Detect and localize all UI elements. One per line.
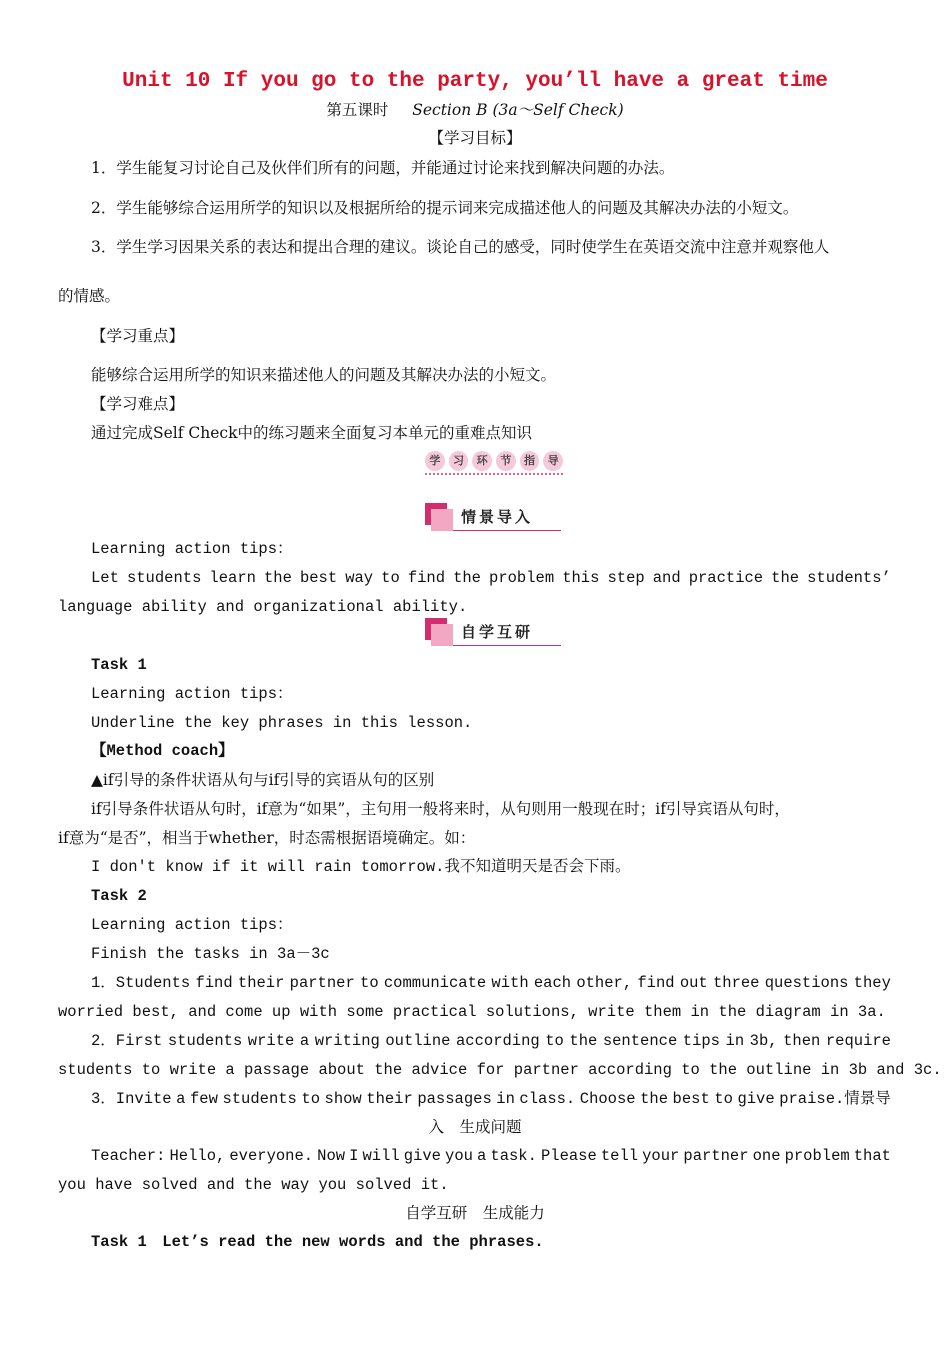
step1-line1: 1．Students find their partner to communicate with each other, find out three questions they xyxy=(91,974,891,992)
document-title: Unit 10 If you go to the party, you’ll have a great time xyxy=(122,70,828,93)
teacher-line1: Teacher: Hello, everyone. Now I will give you a task. Please tell your partner one problem that xyxy=(91,1147,891,1165)
objective-3: 3．学生学习因果关系的表达和提出合理的建议。谈论自己的感受，同时使学生在英语交流中注意并观察他人 xyxy=(91,238,830,256)
difficulties-heading: 【学习难点】 xyxy=(91,395,185,413)
step3-line2: 入 生成问题 xyxy=(428,1118,522,1136)
objective-1: 1．学生能复习讨论自己及伙伴们所有的问题，并能通过讨论来找到解决问题的办法。 xyxy=(91,159,675,177)
section-header-scenario xyxy=(425,503,561,531)
banner-char: 学 xyxy=(425,451,445,471)
section-range: (3a～Self Check) xyxy=(492,101,624,119)
banner-char: 习 xyxy=(449,451,469,471)
tips-label: Learning action tips： xyxy=(91,685,293,703)
difficulties-text: 通过完成Self Check中的练习题来全面复习本单元的重难点知识 xyxy=(91,424,533,442)
objectives-heading: 【学习目标】 xyxy=(428,129,522,147)
step1-line2: worried best, and come up with some practical solutions, write them in the diagram in 3a. xyxy=(58,1003,886,1021)
method-line2: if意为“是否”，相当于whether，时态需根据语境确定。如： xyxy=(58,829,476,847)
learning-guide-banner xyxy=(425,451,563,473)
example-sentence: I don't know if it will rain tomorrow.我不知道明天是否会下雨。 xyxy=(91,858,631,876)
section3-heading: 自学互研 生成能力 xyxy=(405,1204,545,1222)
tips-text: Underline the key phrases in this lesson. xyxy=(91,714,473,732)
tips-label: Learning action tips： xyxy=(91,540,293,558)
banner-char: 环 xyxy=(472,451,492,471)
keypoints-text: 能够综合运用所学的知识来描述他人的问题及其解决办法的小短文。 xyxy=(91,366,557,384)
section-header-label: 情景导入 xyxy=(461,508,534,526)
lesson-number: 第五课时 xyxy=(326,101,389,119)
step2-line2: students to write a passage about the advice for partner according to the outline in 3b and 3c. xyxy=(58,1061,942,1079)
method-line1: if引导条件状语从句时，if意为“如果”，主句用一般将来时，从句则用一般现在时；if引导宾语从句时， xyxy=(91,800,790,818)
section3-task1: Task 1 Let’s read the new words and the phrases. xyxy=(91,1233,544,1251)
section-header-selfstudy xyxy=(425,618,561,646)
tips-text-line1: Let students learn the best way to find the problem this step and practice the students’ xyxy=(91,569,891,587)
task2-label: Task 2 xyxy=(91,887,147,905)
task1-label: Task 1 xyxy=(91,656,147,674)
section-name: Section B xyxy=(412,101,488,119)
method-coach-heading: 【Method coach】 xyxy=(91,742,234,760)
objective-2: 2．学生能够综合运用所学的知识以及根据所给的提示词来完成描述他人的问题及其解决办法的小短文。 xyxy=(91,199,799,217)
step2-line1: 2．First students write a writing outline according to the sentence tips in 3b, then require xyxy=(91,1032,891,1050)
banner-char: 导 xyxy=(543,451,563,471)
method-title: ▲if引导的条件状语从句与if引导的宾语从句的区别 xyxy=(91,771,435,789)
tips-label: Learning action tips： xyxy=(91,916,293,934)
tips-text-line2: language ability and organizational ability. xyxy=(58,598,468,616)
banner-char: 指 xyxy=(520,451,540,471)
section-header-label: 自学互研 xyxy=(461,623,534,641)
tips-text: Finish the tasks in 3a－3c xyxy=(91,945,330,963)
keypoints-heading: 【学习重点】 xyxy=(91,327,185,345)
teacher-line2: you have solved and the way you solved it. xyxy=(58,1176,449,1194)
lesson-subtitle xyxy=(0,100,950,120)
banner-char: 节 xyxy=(496,451,516,471)
step3-line1: 3．Invite a few students to show their passages in class. Choose the best to give praise.情景导 xyxy=(91,1090,891,1108)
objective-3-cont: 的情感。 xyxy=(58,287,121,305)
